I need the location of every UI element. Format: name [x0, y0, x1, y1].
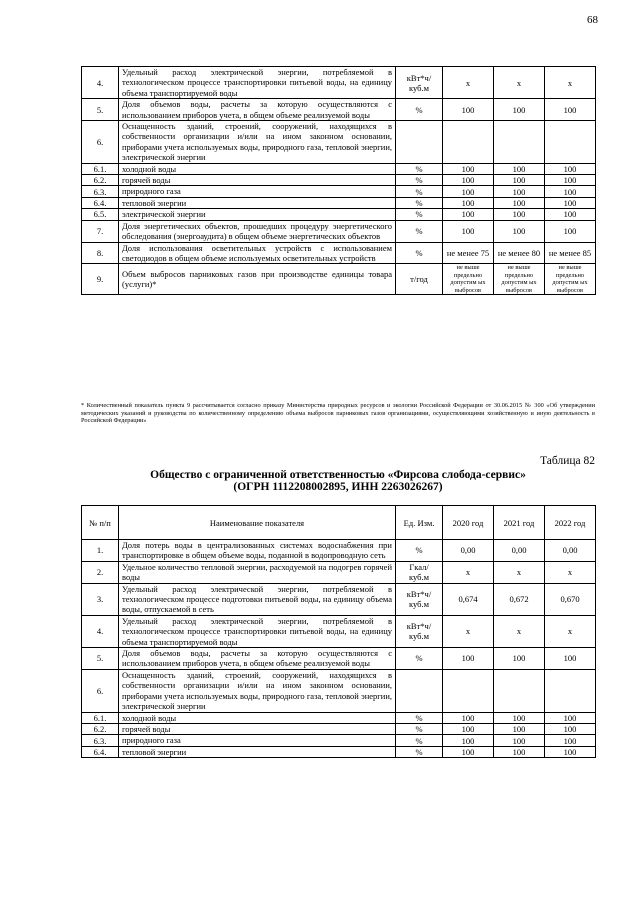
table-row [82, 669, 596, 712]
indicator-name: холодной воды [119, 163, 396, 174]
unit-cell: кВт*ч/ куб.м [396, 583, 443, 615]
company-registration: (ОГРН 1112208002895, ИНН 2263026267) [233, 481, 443, 493]
unit-cell: Гкал/ куб.м [396, 561, 443, 583]
value-year-1: 0,00 [443, 540, 494, 562]
table-row [82, 648, 596, 670]
indicator-name: холодной воды [119, 712, 396, 723]
value-year-2: 100 [494, 735, 545, 746]
unit-cell: % [396, 163, 443, 174]
indicator-name: электрической энергии [119, 209, 396, 220]
row-number: 6.3. [82, 186, 119, 197]
unit-cell: т/год [396, 264, 443, 295]
row-number: 6.3. [82, 735, 119, 746]
table-row [82, 561, 596, 583]
indicator-name: Удельный расход электрической энергии, потребляемой в технологическом процессе транспортировки питьевой воды, на единицу объема транспортируемой воды [119, 67, 396, 99]
indicator-name: Доля объемов воды, расчеты за которую осуществляются с использованием приборов учета, в общем объеме реализуемой воды [119, 99, 396, 121]
unit-cell: % [396, 175, 443, 186]
row-number: 6.1. [82, 712, 119, 723]
value-year-2: 100 [494, 723, 545, 734]
value-year-2 [494, 669, 545, 712]
value-year-3: 100 [545, 723, 596, 734]
indicator-name: тепловой энергии [119, 197, 396, 208]
unit-cell: % [396, 186, 443, 197]
value-year-1: не менее 75 [443, 242, 494, 264]
table-row [82, 197, 596, 208]
indicator-name: Доля использования осветительных устройств с использованием светодиодов в общем объеме используемых осветительных устройств [119, 242, 396, 264]
value-year-1 [443, 121, 494, 164]
row-number: 6. [82, 669, 119, 712]
value-year-2: 0,00 [494, 540, 545, 562]
row-number: 6. [82, 121, 119, 164]
row-number: 9. [82, 264, 119, 295]
indicator-name: Удельное количество тепловой энергии, расходуемой на подогрев горячей воды [119, 561, 396, 583]
value-year-3 [545, 121, 596, 164]
header-num: № п/п [82, 506, 119, 540]
value-year-2: 100 [494, 209, 545, 220]
unit-cell: % [396, 242, 443, 264]
row-number: 6.4. [82, 746, 119, 757]
unit-cell: % [396, 99, 443, 121]
value-year-2: 100 [494, 746, 545, 757]
row-number: 6.5. [82, 209, 119, 220]
value-year-3: 100 [545, 197, 596, 208]
value-year-2: х [494, 615, 545, 647]
row-number: 6.4. [82, 197, 119, 208]
table-row [82, 540, 596, 562]
value-year-3: 0,670 [545, 583, 596, 615]
value-year-2: 100 [494, 175, 545, 186]
unit-cell: % [396, 209, 443, 220]
value-year-2: х [494, 67, 545, 99]
value-year-1: 100 [443, 209, 494, 220]
indicator-name: Удельный расход электрической энергии, потребляемой в технологическом процессе подготовки питьевой воды, на единицу объема воды, отпускаемой в сеть [119, 583, 396, 615]
indicator-name: природного газа [119, 735, 396, 746]
value-year-2: 100 [494, 99, 545, 121]
unit-cell: % [396, 735, 443, 746]
indicator-name: природного газа [119, 186, 396, 197]
value-year-3: 100 [545, 735, 596, 746]
indicator-name: Доля объемов воды, расчеты за которую осуществляются с использованием приборов учета, в общем объеме реализуемой воды [119, 648, 396, 670]
indicator-name: тепловой энергии [119, 746, 396, 757]
table-row [82, 99, 596, 121]
row-number: 6.1. [82, 163, 119, 174]
row-number: 3. [82, 583, 119, 615]
row-number: 7. [82, 220, 119, 242]
header-unit: Ед. Изм. [396, 506, 443, 540]
row-number: 8. [82, 242, 119, 264]
value-year-1: 100 [443, 723, 494, 734]
header-name: Наименование показателя [119, 506, 396, 540]
unit-cell: % [396, 220, 443, 242]
value-year-1 [443, 669, 494, 712]
table-row [82, 186, 596, 197]
unit-cell: кВт*ч/ куб.м [396, 615, 443, 647]
value-year-2: 100 [494, 163, 545, 174]
table-caption-number: Таблица 82 [540, 455, 595, 467]
row-number: 6.2. [82, 175, 119, 186]
value-year-3: 100 [545, 99, 596, 121]
unit-cell: % [396, 197, 443, 208]
value-year-3: 100 [545, 209, 596, 220]
value-year-3: 100 [545, 175, 596, 186]
indicator-name: горячей воды [119, 723, 396, 734]
table-row [82, 615, 596, 647]
value-year-3: х [545, 67, 596, 99]
indicator-name: Доля энергетических объектов, прошедших процедуру энергетического обследования (энергоаудита) в общем объеме энергетических объектов [119, 220, 396, 242]
table-row [82, 220, 596, 242]
value-year-3 [545, 669, 596, 712]
value-year-2: не менее 80 [494, 242, 545, 264]
value-year-2: 100 [494, 197, 545, 208]
page-number: 68 [587, 14, 598, 26]
company-name: Общество с ограниченной ответственностью «Фирсова слобода-сервис» [150, 469, 526, 481]
value-year-2: не выше предельно допустим ых выбросов [494, 264, 545, 295]
value-year-1: 100 [443, 648, 494, 670]
value-year-1: х [443, 615, 494, 647]
table-row [82, 746, 596, 757]
value-year-3: 0,00 [545, 540, 596, 562]
indicators-table-82 [81, 505, 596, 758]
row-number: 1. [82, 540, 119, 562]
value-year-3: х [545, 561, 596, 583]
indicator-name: горячей воды [119, 175, 396, 186]
value-year-2: 100 [494, 648, 545, 670]
row-number: 5. [82, 648, 119, 670]
value-year-1: х [443, 67, 494, 99]
indicator-name: Оснащенность зданий, строений, сооружений, находящихся в собственности организации и/или на ином законном основании, приборами учета используемых воды, природного газа, тепловой энергии, электрической энергии [119, 669, 396, 712]
value-year-2: 100 [494, 712, 545, 723]
table-header-row [82, 506, 596, 540]
table-row [82, 712, 596, 723]
table-row [82, 242, 596, 264]
unit-cell: % [396, 746, 443, 757]
table-row [82, 163, 596, 174]
value-year-3: не менее 85 [545, 242, 596, 264]
value-year-2: 100 [494, 220, 545, 242]
value-year-1: 100 [443, 735, 494, 746]
indicators-table-continued [81, 66, 596, 295]
value-year-1: 100 [443, 175, 494, 186]
table-row [82, 264, 596, 295]
value-year-1: 100 [443, 186, 494, 197]
row-number: 4. [82, 67, 119, 99]
company-title [81, 469, 595, 493]
row-number: 6.2. [82, 723, 119, 734]
table-row [82, 735, 596, 746]
unit-cell: % [396, 723, 443, 734]
value-year-3: 100 [545, 163, 596, 174]
unit-cell: % [396, 648, 443, 670]
value-year-3: 100 [545, 648, 596, 670]
header-year-1: 2020 год [443, 506, 494, 540]
indicator-name: Доля потерь воды в централизованных системах водоснабжения при транспортировке в общем объеме воды, поданной в водопроводную сеть [119, 540, 396, 562]
value-year-3: не выше предельно допустим ых выбросов [545, 264, 596, 295]
value-year-2 [494, 121, 545, 164]
row-number: 2. [82, 561, 119, 583]
table-row [82, 209, 596, 220]
value-year-2: 0,672 [494, 583, 545, 615]
value-year-3: 100 [545, 712, 596, 723]
table-row [82, 723, 596, 734]
table-row [82, 67, 596, 99]
value-year-1: 0,674 [443, 583, 494, 615]
row-number: 4. [82, 615, 119, 647]
value-year-1: 100 [443, 163, 494, 174]
indicator-name: Удельный расход электрической энергии, потребляемой в технологическом процессе транспортировки питьевой воды, на единицу объема транспортируемой воды [119, 615, 396, 647]
unit-cell [396, 669, 443, 712]
table-row [82, 121, 596, 164]
unit-cell: % [396, 712, 443, 723]
indicator-name: Оснащенность зданий, строений, сооружений, находящихся в собственности организации и/или на ином законном основании, приборами учета используемых воды, природного газа, тепловой энергии, электрической энергии [119, 121, 396, 164]
header-year-3: 2022 год [545, 506, 596, 540]
unit-cell: кВт*ч/ куб.м [396, 67, 443, 99]
footnote: * Количественный показатель пункта 9 рассчитывается согласно приказу Министерства природных ресурсов и экологии Российской Федерации от 30.06.2015 № 300 «Об утверждении методических указаний и руководства по количественному определению объема выбросов парниковых газов организациями, осуществляющими хозяйственную и иную деятельность в Российской Федерации» [81, 402, 595, 425]
value-year-1: 100 [443, 746, 494, 757]
value-year-3: 100 [545, 746, 596, 757]
header-year-2: 2021 год [494, 506, 545, 540]
value-year-3: х [545, 615, 596, 647]
value-year-2: х [494, 561, 545, 583]
unit-cell: % [396, 540, 443, 562]
table-row [82, 583, 596, 615]
value-year-1: 100 [443, 99, 494, 121]
value-year-3: 100 [545, 220, 596, 242]
table-row [82, 175, 596, 186]
value-year-1: х [443, 561, 494, 583]
row-number: 5. [82, 99, 119, 121]
unit-cell [396, 121, 443, 164]
value-year-1: не выше предельно допустим ых выбросов [443, 264, 494, 295]
value-year-1: 100 [443, 220, 494, 242]
value-year-3: 100 [545, 186, 596, 197]
value-year-2: 100 [494, 186, 545, 197]
value-year-1: 100 [443, 712, 494, 723]
value-year-1: 100 [443, 197, 494, 208]
indicator-name: Объем выбросов парниковых газов при производстве единицы товара (услуги)* [119, 264, 396, 295]
